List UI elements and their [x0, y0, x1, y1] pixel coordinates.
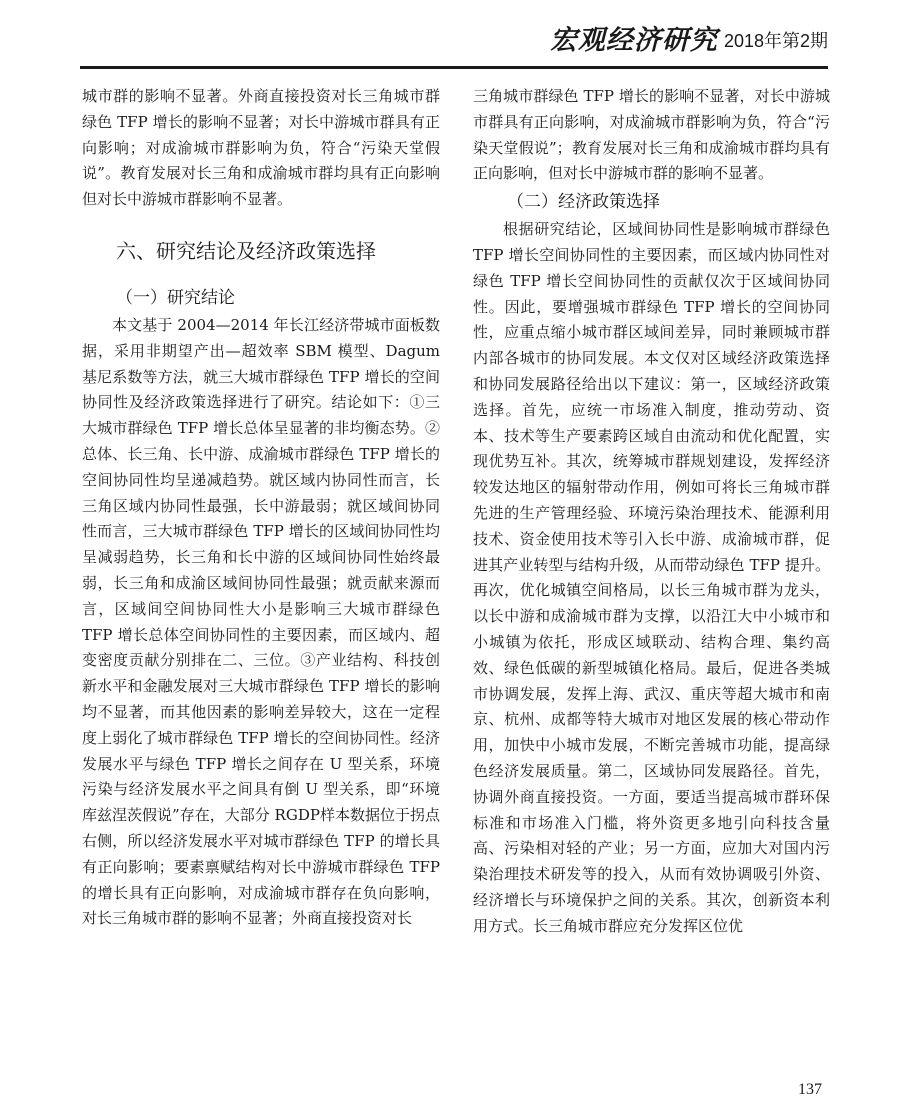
right-column [473, 84, 830, 940]
journal-name: 宏观经济研究 [549, 25, 718, 56]
left-column [82, 84, 440, 932]
page-number: 137 [798, 1081, 822, 1098]
header-rule [80, 66, 828, 69]
paragraph: 三角城市群绿色 TFP 增长的影响不显著，对长中游城市群具有正向影响，对成渝城市群影响为负，符合“污染天堂假说”；教育发展对长三角和成渝城市群均具有正向影响，但对长中游城市群的影响不显著。 [473, 87, 830, 183]
issue-label: 2018年第2期 [723, 31, 828, 51]
running-header [550, 18, 828, 64]
paragraph: 根据研究结论，区域间协同性是影响城市群绿色 TFP 增长空间协同性的主要因素，而区域内协同性对绿色 TFP 增长空间协同性的贡献仅次于区域间协同性。因此，要增强城市群绿色 TFP 增长的空间协同性，应重点缩小城市群区域间差异，同时兼顾城市群内部各城市的协同发展。本文仅对区域经济政策选择和协同发展路径给出以下建议：第一，区域经济政策选择。首先，应统一市场准入制度，推动劳动、资本、技术等生产要素跨区域自由流动和优化配置，实现优势互补。其次，统筹城市群规划建设，发挥经济较发达地区的辐射带动作用，例如可将长三角城市群先进的生产管理经验、环境污染治理技术、能源利用技术、资金使用技术等引入长中游、成渝城市群，促进其产业转型与结构升级，从而带动绿色 TFP 提升。再次，优化城镇空间格局，以长三角城市群为龙头，以长中游和成渝城市群为支撑，以沿江大中小城市和小城镇为依托，形成区域联动、结构合理、集约高效、绿色低碳的新型城镇化格局。最后，促进各类城市协调发展，发挥上海、武汉、重庆等超大城市和南京、杭州、成都等特大城市对地区发展的核心带动作用，加快中小城市发展，不断完善城市功能，提高绿色经济发展质量。第二，区域协同发展路径。首先，协调外商直接投资。一方面，要适当提高城市群环保标准和市场准入门槛，将外资更多地引向科技含量高、污染相对轻的产业；另一方面，应加大对国内污染治理技术研发等的投入，从而有效协调吸引外资、经济增长与环境保护之间的关系。其次，创新资本利用方式。长三角城市群应充分发挥区位优 [473, 220, 830, 935]
paragraph: 本文基于 2004—2014 年长江经济带城市面板数据，采用非期望产出—超效率 SBM 模型、Dagum 基尼系数等方法，就三大城市群绿色 TFP 增长的空间协同性及经济政策选择进行了研究。结论如下：①三大城市群绿色 TFP 增长总体呈显著的非均衡态势。②总体、长三角、长中游、成渝城市群绿色 TFP 增长的空间协同性均呈递减趋势。就区域内协同性而言，长三角区域内协同性最强，长中游最弱；就区域间协同性而言，三大城市群绿色 TFP 增长的区域间协同性均呈减弱趋势，长三角和长中游的区域间协同性始终最弱，长三角和成渝区域间协同性最强；就贡献来源而言，区域间空间协同性大小是影响三大城市群绿色 TFP 增长总体空间协同性的主要因素，而区域内、超变密度贡献分别排在二、三位。③产业结构、科技创新水平和金融发展对三大城市群绿色 TFP 增长的影响均不显著，而其他因素的影响差异较大，这在一定程度上弱化了城市群绿色 TFP 增长的空间协同性。经济发展水平与绿色 TFP 增长之间存在 U 型关系，环境污染与经济发展水平之间具有倒 U 型关系，即“环境库兹涅茨假说”存在，大部分 RGDP样本数据位于拐点右侧，所以经济发展水平对城市群绿色 TFP 的增长具有正向影响；要素禀赋结构对长中游城市群绿色 TFP 的增长具有正向影响，对成渝城市群存在负向影响，对长三角城市群的影响不显著；外商直接投资对长 [82, 315, 440, 928]
subsection-heading: （二）经济政策选择 [507, 192, 660, 213]
paragraph: 城市群的影响不显著。外商直接投资对长三角城市群绿色 TFP 增长的影响不显著；对长中游城市群具有正向影响；对成渝城市群影响为负，符合“污染天堂假说”。教育发展对长三角和成渝城市群均具有正向影响但对长中游城市群影响不显著。 [82, 87, 440, 209]
subsection-heading: （一）研究结论 [116, 287, 235, 308]
section-title: 六、研究结论及经济政策选择 [116, 240, 376, 263]
